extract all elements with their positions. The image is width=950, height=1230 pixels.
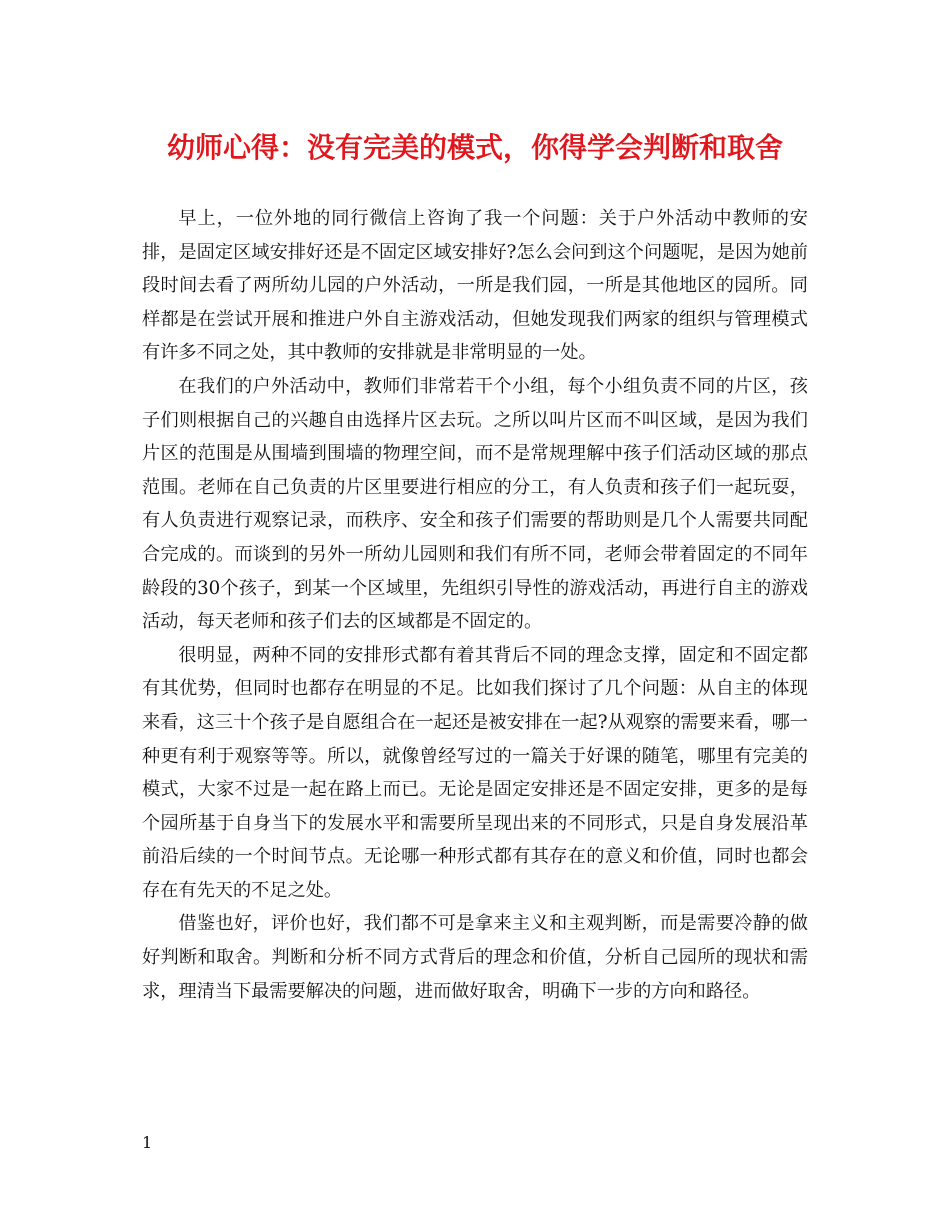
page-number: 1	[142, 1133, 153, 1152]
document-title: 幼师心得：没有完美的模式，你得学会判断和取舍	[166, 131, 783, 164]
paragraph-4: 借鉴也好，评价也好，我们都不可是拿来主义和主观判断，而是需要冷静的做好判断和取舍。判断和分析不同方式背后的理念和价值，分析自己园所的现状和需求，理清当下最需要解决的问题，进而做好取舍，明确下一步的方向和路径。	[142, 913, 808, 1002]
paragraph-3: 很明显，两种不同的安排形式都有着其背后不同的理念支撑，固定和不固定都有其优势，但同时也都存在明显的不足。比如我们探讨了几个问题：从自主的体现来看，这三十个孩子是自愿组合在一起还是被安排在一起?从观察的需要来看，哪一种更有利于观察等等。所以，就像曾经写过的一篇关于好课的随笔，哪里有完美的模式，大家不过是一起在路上而已。无论是固定安排还是不固定安排，更多的是每个园所基于自身当下的发展水平和需要所呈现出来的不同形式，只是自身发展沿革前沿后续的一个时间节点。无论哪一种形式都有其存在的意义和价值，同时也都会存在有先天的不足之处。	[142, 644, 808, 901]
document-body	[142, 202, 808, 1008]
paragraph-2: 在我们的户外活动中，教师们非常若干个小组，每个小组负责不同的片区，孩子们则根据自己的兴趣自由选择片区去玩。之所以叫片区而不叫区域，是因为我们片区的范围是从围墙到围墙的物理空间，而不是常规理解中孩子们活动区域的那点范围。老师在自己负责的片区里要进行相应的分工，有人负责和孩子们一起玩耍，有人负责进行观察记录，而秩序、安全和孩子们需要的帮助则是几个人需要共同配合完成的。而谈到的另外一所幼儿园则和我们有所不同，老师会带着固定的不同年龄段的30个孩子，到某一个区域里，先组织引导性的游戏活动，再进行自主的游戏活动，每天老师和孩子们去的区域都是不固定的。	[142, 375, 808, 633]
paragraph-1: 早上，一位外地的同行微信上咨询了我一个问题：关于户外活动中教师的安排，是固定区域安排好还是不固定区域安排好?怎么会问到这个问题呢，是因为她前段时间去看了两所幼儿园的户外活动，一所是我们园，一所是其他地区的园所。同样都是在尝试开展和推进户外自主游戏活动，但她发现我们两家的组织与管理模式有许多不同之处，其中教师的安排就是非常明显的一处。	[142, 208, 808, 364]
